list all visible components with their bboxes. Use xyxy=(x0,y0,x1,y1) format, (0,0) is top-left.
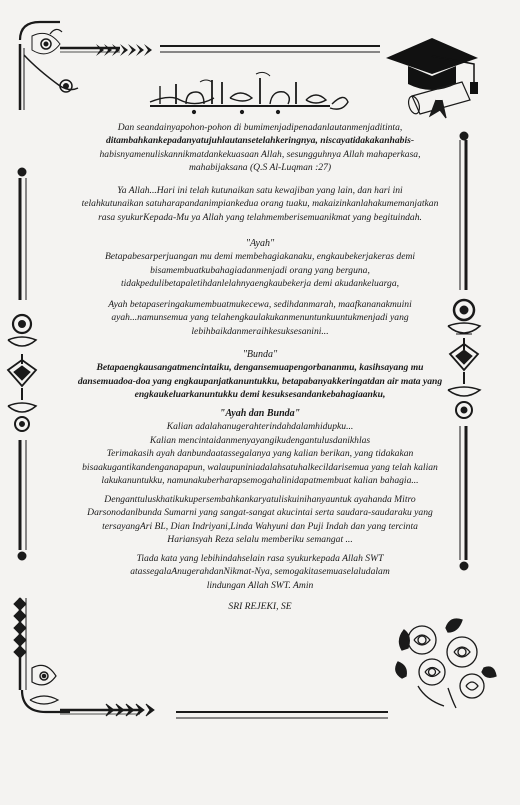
text-line: Darsonodanlbunda Sumarni yang sangat-sangat akucintai serta saudara-saudaraku yang xyxy=(87,507,433,519)
bunda-section xyxy=(0,348,520,402)
text-line: engkaukeluarkanuntukku demi kesuksesandankebahagiaanku, xyxy=(134,389,386,401)
text-line: tidakpedulibetapaletihdanlelahnyaengkaubekerja demi akudankeluarga, xyxy=(120,278,400,290)
signature: SRI REJEKI, SE xyxy=(228,601,292,612)
text-line: tersayangAri BL, Dian Indriyani,Linda Wahyuni dan Puji Indah dan yang tercinta xyxy=(102,520,418,532)
text-line: Tiada kata yang lebihindahselain rasa syukurkepada Allah SWT xyxy=(136,553,384,564)
text-line: lakukanuntukku, namunakuberharapsemogahalinidapatmembuat kalian bahagia... xyxy=(101,475,419,487)
closing-paragraph xyxy=(0,552,520,592)
text-line: habisnyamenuliskannikmatdankekuasaan Allah, sesungguhnya Allah mahaperkasa, xyxy=(99,148,421,160)
text-line: Ayah betapaseringakumembuatmukecewa, sedihdanmarah, maafkananakmuini xyxy=(108,299,412,310)
text-line: Terimakasih ayah danbundaatassegalanya yang kalian berikan, yang tidakakan xyxy=(106,448,414,460)
basmala-calligraphy xyxy=(150,72,348,113)
text-line: Denganttuluskhatikukupersembahkankaryatuliskuinihanyauntuk ayahanda Mitro xyxy=(104,494,416,505)
section-heading-bunda: "Bunda" xyxy=(242,349,278,360)
section-heading-ayah-dan-bunda: "Ayah dan Bunda" xyxy=(219,408,301,419)
corner-flourish-icon xyxy=(20,22,120,110)
text-line: Kalian mencintaidanmenyayangikudengantulusdanikhlas xyxy=(149,434,371,446)
text-line: atassegalaAnugerahdanNikmat-Nya, semogakitasemuaselaludalam xyxy=(130,566,390,578)
text-line: mahabijaksana (Q.S Al-Luqman :27) xyxy=(188,162,332,174)
top-chevron-border xyxy=(96,44,152,56)
text-line: ayah...namunsemua yang telahengkaulakukanmenuntunkuuntukmenjadi yang xyxy=(111,312,409,324)
text-line: lebihbaikdanmeraihkesuksesanini... xyxy=(191,325,329,337)
text-line: lindungan Allah SWT. Amin xyxy=(206,579,314,591)
text-line: rasa syukurKepada-Mu ya Allah yang telahmemberisemuanikmat yang begituindah. xyxy=(98,211,422,223)
text-line: Betapaengkausangatmencintaiku, dengansemuapengorbananmu, kasihsayang mu xyxy=(96,362,424,374)
prayer-paragraph xyxy=(0,184,520,224)
text-line: Dan seandainyapohon-pohon di bumimenjadipenadanlautanmenjaditinta, xyxy=(117,122,403,133)
text-line: Hariansyah Reza selalu memberiku semangat ... xyxy=(167,534,353,546)
text-line: ditambahkankepadanyatujuhlautansetelahkeringnya, niscayatidakakanhabis- xyxy=(105,135,415,147)
text-line: dansemuadoa-doa yang engkaupanjatkanuntukku, betapabanyakkeringatdan air mata yang xyxy=(77,375,443,387)
diploma-scroll-icon xyxy=(407,82,470,118)
text-line: telahkutunaikan satuharapandanimpiankedua orang tuaku, makaizinkanlahakumemanjatkan xyxy=(81,198,439,210)
bottom-left-flourish xyxy=(14,598,154,716)
ayah-dan-bunda-section xyxy=(0,407,520,487)
text-line: Betapabesarperjuangan mu demi membehagiakanaku, engkaubekerjakeras demi xyxy=(104,251,416,263)
ayah-section xyxy=(0,237,520,291)
text-line: Kalian adalahanugerahterindahdalamhidupku... xyxy=(166,421,354,433)
ayah-apology xyxy=(0,298,520,338)
quran-quote xyxy=(0,121,520,175)
text-line: bisaakugantikandenganapapun, walaupuniniadalahsatuhalkecildarisemua yang telah kalian xyxy=(82,461,438,473)
rose-bouquet-icon xyxy=(396,619,496,708)
text-line: Ya Allah...Hari ini telah kutunaikan satu kewajiban yang lain, dan hari ini xyxy=(117,185,403,196)
text-line: bisamembuatkubahagiadanmenjadi orang yang berguna, xyxy=(150,264,370,276)
section-heading-ayah: "Ayah" xyxy=(245,238,275,249)
graduation-cap-icon xyxy=(386,38,478,94)
dedication-paragraph xyxy=(0,493,520,547)
